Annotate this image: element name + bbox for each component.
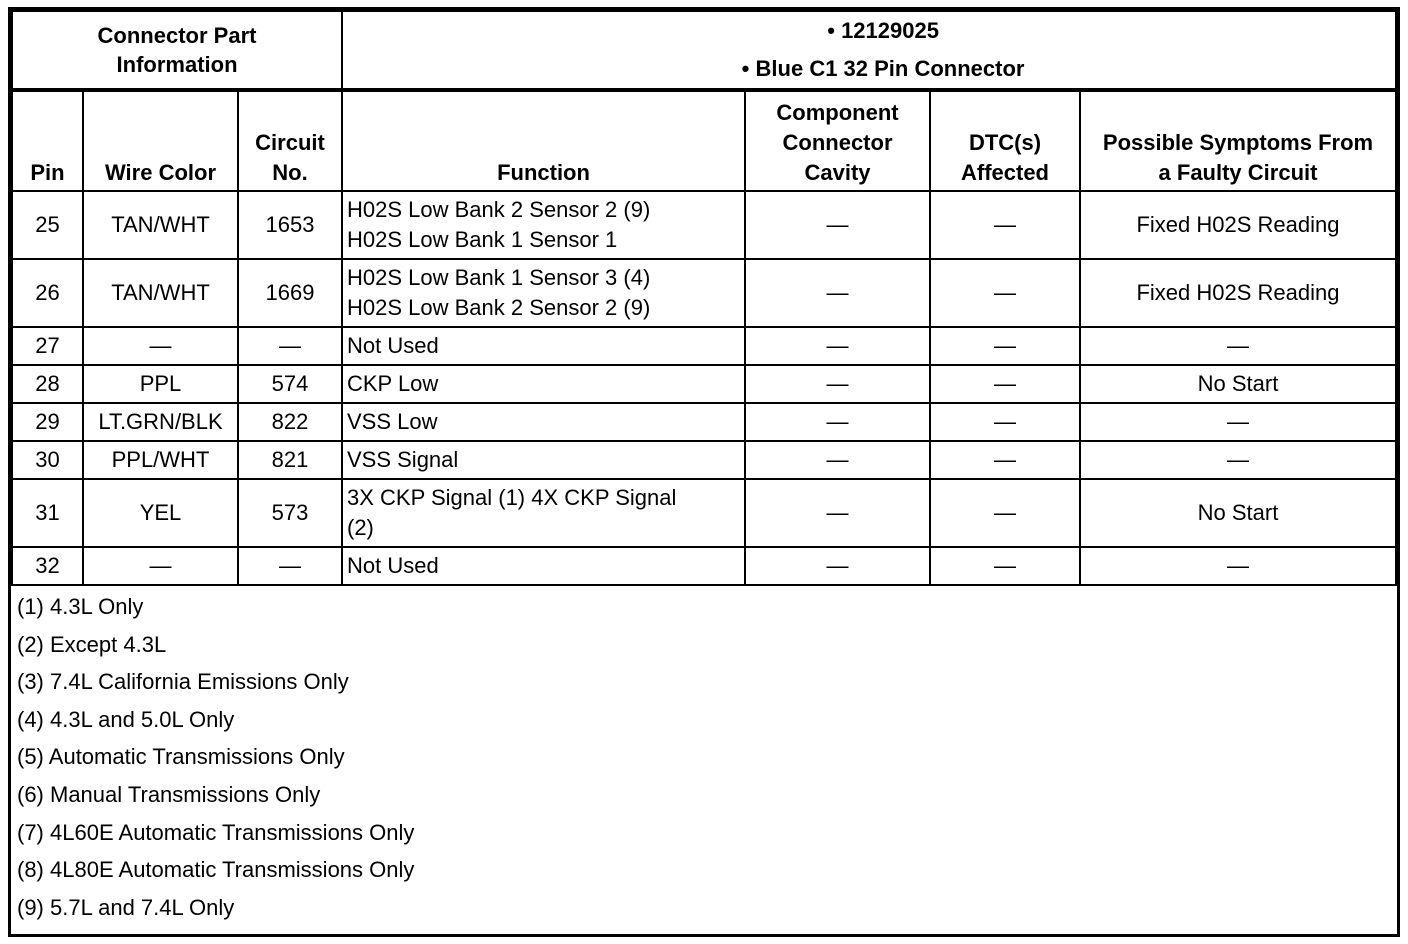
pin-cell: 28 <box>12 365 83 403</box>
col-wire-color-header: Wire Color <box>83 91 238 191</box>
connector-part-label-line2: Information <box>116 52 238 77</box>
function-cell: H02S Low Bank 2 Sensor 2 (9) H02S Low Bank 1 Sensor 1 <box>342 191 745 259</box>
footnote: (2) Except 4.3L <box>17 631 167 657</box>
connector-description: • Blue C1 32 Pin Connector <box>369 50 1391 88</box>
col-cavity-header: Component Connector Cavity <box>745 91 930 191</box>
cavity-cell: — <box>745 259 930 327</box>
function-cell: 3X CKP Signal (1) 4X CKP Signal (2) <box>342 479 745 547</box>
dtc-cell: — <box>930 403 1080 441</box>
circuit-cell: 1669 <box>238 259 342 327</box>
function-cell: Not Used <box>342 547 745 585</box>
dtc-cell: — <box>930 547 1080 585</box>
footnotes <box>11 586 1397 928</box>
pin-cell: 25 <box>12 191 83 259</box>
footnote: (7) 4L60E Automatic Transmissions Only <box>17 819 415 845</box>
function-cell: Not Used <box>342 327 745 365</box>
pin-cell: 31 <box>12 479 83 547</box>
connector-part-info <box>342 11 1396 89</box>
footnote: (4) 4.3L and 5.0L Only <box>17 706 235 732</box>
cavity-cell: — <box>745 365 930 403</box>
pin-rows <box>12 191 1396 585</box>
connector-part-label-line1: Connector Part <box>97 23 257 48</box>
table-row <box>12 259 1396 327</box>
pin-cell: 26 <box>12 259 83 327</box>
wire-color-cell: TAN/WHT <box>83 191 238 259</box>
footnote: (1) 4.3L Only <box>17 594 144 619</box>
col-symptoms-header: Possible Symptoms From a Faulty Circuit <box>1080 91 1396 191</box>
cavity-cell: — <box>745 441 930 479</box>
symptom-cell: — <box>1080 441 1396 479</box>
table-row <box>12 479 1396 547</box>
connector-pinout-document <box>8 7 1400 937</box>
function-cell: VSS Signal <box>342 441 745 479</box>
table-row <box>12 327 1396 365</box>
function-cell: CKP Low <box>342 365 745 403</box>
pin-cell: 27 <box>12 327 83 365</box>
circuit-cell: 573 <box>238 479 342 547</box>
function-cell: VSS Low <box>342 403 745 441</box>
col-dtc-header: DTC(s) Affected <box>930 91 1080 191</box>
circuit-cell: 821 <box>238 441 342 479</box>
pin-cell: 29 <box>12 403 83 441</box>
wire-color-cell: PPL/WHT <box>83 441 238 479</box>
symptom-cell: Fixed H02S Reading <box>1080 191 1396 259</box>
dtc-cell: — <box>930 479 1080 547</box>
footnote: (3) 7.4L California Emissions Only <box>17 669 349 695</box>
circuit-cell: — <box>238 327 342 365</box>
footnote: (6) Manual Transmissions Only <box>17 781 321 807</box>
wire-color-cell: PPL <box>83 365 238 403</box>
dtc-cell: — <box>930 327 1080 365</box>
circuit-cell: 574 <box>238 365 342 403</box>
connector-part-label <box>12 11 342 89</box>
function-cell: H02S Low Bank 1 Sensor 3 (4) H02S Low Bank 2 Sensor 2 (9) <box>342 259 745 327</box>
pin-cell: 30 <box>12 441 83 479</box>
circuit-cell: — <box>238 547 342 585</box>
dtc-cell: — <box>930 441 1080 479</box>
col-pin-header: Pin <box>12 91 83 191</box>
footnote: (9) 5.7L and 7.4L Only <box>17 894 235 920</box>
dtc-cell: — <box>930 191 1080 259</box>
symptom-cell: Fixed H02S Reading <box>1080 259 1396 327</box>
symptom-cell: — <box>1080 403 1396 441</box>
connector-part-header-row <box>12 11 1396 89</box>
part-number: • 12129025 <box>369 12 1391 50</box>
table-row <box>12 547 1396 585</box>
dtc-cell: — <box>930 259 1080 327</box>
wire-color-cell: — <box>83 547 238 585</box>
pinout-table <box>11 90 1397 586</box>
dtc-cell: — <box>930 365 1080 403</box>
wire-color-cell: YEL <box>83 479 238 547</box>
table-row <box>12 191 1396 259</box>
pin-cell: 32 <box>12 547 83 585</box>
col-circuit-header: Circuit No. <box>238 91 342 191</box>
table-row <box>12 365 1396 403</box>
circuit-cell: 1653 <box>238 191 342 259</box>
footnote: (5) Automatic Transmissions Only <box>17 744 345 770</box>
footnote: (8) 4L80E Automatic Transmissions Only <box>17 857 415 883</box>
col-function-header: Function <box>342 91 745 191</box>
table-row <box>12 403 1396 441</box>
symptom-cell: No Start <box>1080 479 1396 547</box>
cavity-cell: — <box>745 479 930 547</box>
symptom-cell: — <box>1080 327 1396 365</box>
cavity-cell: — <box>745 547 930 585</box>
connector-part-table <box>11 10 1397 90</box>
cavity-cell: — <box>745 403 930 441</box>
symptom-cell: — <box>1080 547 1396 585</box>
table-row <box>12 441 1396 479</box>
cavity-cell: — <box>745 327 930 365</box>
cavity-cell: — <box>745 191 930 259</box>
circuit-cell: 822 <box>238 403 342 441</box>
column-header-row <box>12 91 1396 191</box>
wire-color-cell: LT.GRN/BLK <box>83 403 238 441</box>
symptom-cell: No Start <box>1080 365 1396 403</box>
wire-color-cell: — <box>83 327 238 365</box>
wire-color-cell: TAN/WHT <box>83 259 238 327</box>
